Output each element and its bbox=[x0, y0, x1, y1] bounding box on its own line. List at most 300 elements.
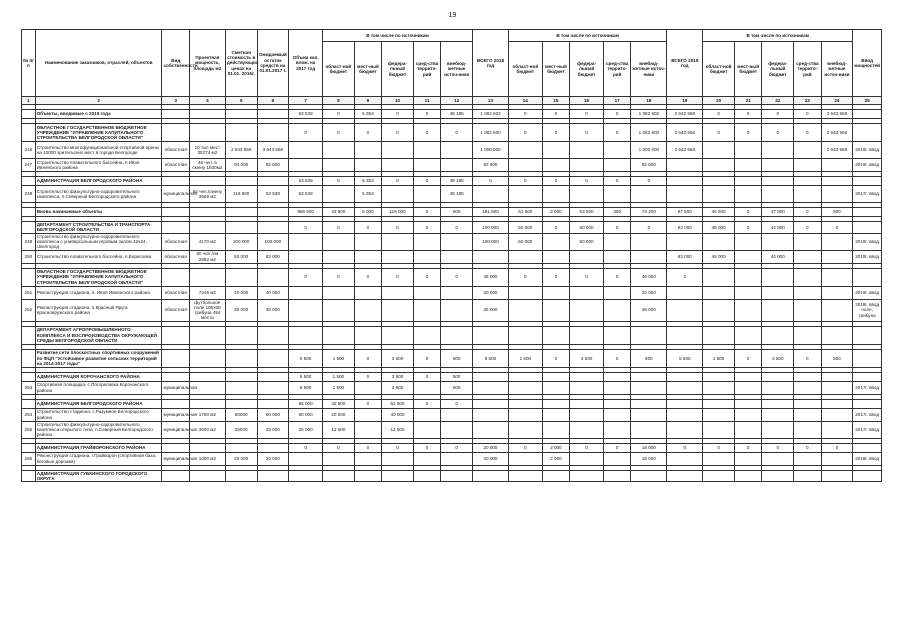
column-number: 21 bbox=[734, 97, 761, 105]
value-cell bbox=[289, 452, 323, 465]
value-cell: 100 000 bbox=[473, 222, 509, 234]
row-name: АДМИНИСТРАЦИЯ ГРАЙВОРОНСКОГО РАЙОНА bbox=[35, 443, 162, 452]
group-row bbox=[22, 470, 882, 482]
value-cell: 5 353 bbox=[354, 110, 381, 119]
value-cell bbox=[821, 286, 853, 299]
value-cell bbox=[508, 408, 542, 421]
value-cell bbox=[323, 159, 355, 172]
value-cell bbox=[667, 233, 703, 250]
value-cell: 0 bbox=[734, 208, 761, 217]
value-cell bbox=[441, 421, 473, 438]
value-cell: 82 600 bbox=[631, 159, 667, 172]
value-cell bbox=[382, 470, 414, 482]
value-cell: 0 bbox=[382, 443, 414, 452]
value-cell: 0 bbox=[762, 110, 794, 119]
value-cell: 5 353 bbox=[354, 186, 381, 203]
value-cell bbox=[703, 470, 735, 482]
value-cell bbox=[323, 233, 355, 250]
value-cell bbox=[821, 177, 853, 186]
commissioning-cell: 2019г. ввод bbox=[853, 159, 882, 172]
remaining-cell: 92 000 bbox=[257, 250, 289, 263]
object-row bbox=[22, 233, 882, 250]
value-cell: 2 000 bbox=[542, 443, 569, 452]
estimate-cell: 30 000 bbox=[225, 299, 257, 321]
value-cell: 0 bbox=[570, 124, 604, 142]
value-cell: 0 bbox=[323, 268, 355, 286]
value-cell: 2 643 556 bbox=[667, 124, 703, 142]
value-cell: 0 bbox=[413, 372, 440, 381]
value-cell bbox=[570, 186, 604, 203]
value-cell bbox=[734, 326, 761, 344]
value-cell bbox=[734, 299, 761, 321]
value-cell: 12 500 bbox=[323, 421, 355, 438]
value-cell bbox=[542, 286, 569, 299]
value-cell: 0 bbox=[542, 222, 569, 234]
src-offbudget: внебюд-жетные источ-ники bbox=[631, 42, 667, 97]
estimate-cell: 92 000 bbox=[225, 250, 257, 263]
value-cell bbox=[821, 421, 853, 438]
value-cell: 18 000 bbox=[631, 452, 667, 465]
value-cell bbox=[441, 470, 473, 482]
value-cell: 500 bbox=[441, 381, 473, 394]
capacity-cell bbox=[189, 177, 225, 186]
value-cell bbox=[289, 233, 323, 250]
value-cell bbox=[703, 326, 735, 344]
capacity-cell: футбольное поле 105х68 трибуна 494 места bbox=[189, 299, 225, 321]
value-cell bbox=[441, 142, 473, 159]
value-cell: 0 bbox=[570, 177, 604, 186]
value-cell: 53 538 bbox=[289, 186, 323, 203]
value-cell bbox=[473, 381, 509, 394]
value-cell: 0 bbox=[603, 268, 630, 286]
commissioning-cell bbox=[853, 268, 882, 286]
value-cell: 955 500 bbox=[289, 208, 323, 217]
sources-group-2019: В том числе по источникам bbox=[703, 30, 853, 42]
value-cell: 0 bbox=[413, 268, 440, 286]
value-cell: 0 bbox=[441, 399, 473, 408]
value-cell: 0 bbox=[413, 222, 440, 234]
value-cell bbox=[762, 159, 794, 172]
value-cell: 0 bbox=[413, 124, 440, 142]
capacity-cell bbox=[189, 110, 225, 119]
value-cell bbox=[354, 286, 381, 299]
value-cell: 44 000 bbox=[762, 222, 794, 234]
value-cell bbox=[734, 233, 761, 250]
object-row bbox=[22, 159, 882, 172]
value-cell: 0 bbox=[354, 349, 381, 367]
value-cell: 5 500 bbox=[289, 349, 323, 367]
value-cell bbox=[413, 142, 440, 159]
group-row bbox=[22, 177, 882, 186]
capacity-cell: 1000 м2 bbox=[189, 452, 225, 465]
value-cell: 48 000 bbox=[703, 250, 735, 263]
row-name: Строительство многофункциональной спортивной арены на 10000 зрительских мест в городе Белгороде bbox=[35, 142, 162, 159]
value-cell bbox=[382, 159, 414, 172]
value-cell bbox=[821, 159, 853, 172]
value-cell bbox=[508, 421, 542, 438]
value-cell bbox=[734, 159, 761, 172]
value-cell bbox=[542, 372, 569, 381]
value-cell: 0 bbox=[542, 268, 569, 286]
row-name: ДЕПАРТАМЕНТ АГРОПРОМЫШЛЕННОГО КОМПЛЕКСА И ВОСПРОИЗВОДСТВА ОКРУЖАЮЩЕЙ СРЕДЫ БЕЛГОРОДСКОЙ ОБЛАСТИ bbox=[35, 326, 162, 344]
value-cell bbox=[323, 250, 355, 263]
value-cell bbox=[703, 177, 735, 186]
value-cell bbox=[542, 421, 569, 438]
value-cell: 5 500 bbox=[667, 349, 703, 367]
column-number-row bbox=[22, 97, 882, 105]
row-number: 246 bbox=[22, 142, 36, 159]
value-cell bbox=[821, 250, 853, 263]
value-cell: 0 bbox=[508, 124, 542, 142]
value-cell bbox=[667, 421, 703, 438]
value-cell bbox=[667, 159, 703, 172]
value-cell bbox=[603, 421, 630, 438]
col-estimate: Сметная стоимость в действующих ценах на 01.01. 2016г. bbox=[225, 30, 257, 97]
value-cell bbox=[441, 286, 473, 299]
value-cell: 18 000 bbox=[631, 443, 667, 452]
value-cell bbox=[508, 159, 542, 172]
value-cell: 0 bbox=[413, 399, 440, 408]
src-territories: сред-ства террито-рий bbox=[794, 42, 821, 97]
group-row bbox=[22, 110, 882, 119]
value-cell: 0 bbox=[794, 443, 821, 452]
row-number bbox=[22, 349, 36, 367]
row-number bbox=[22, 470, 36, 482]
row-number: 249 bbox=[22, 233, 36, 250]
row-name: АДМИНИСТРАЦИЯ БЕЛГОРОДСКОГО РАЙОНА bbox=[35, 177, 162, 186]
column-number: 13 bbox=[473, 97, 509, 105]
value-cell bbox=[734, 470, 761, 482]
value-cell bbox=[631, 233, 667, 250]
value-cell bbox=[289, 159, 323, 172]
src-regional: област-ной бюджет bbox=[508, 42, 542, 97]
value-cell bbox=[703, 286, 735, 299]
estimate-cell bbox=[225, 110, 257, 119]
value-cell bbox=[603, 326, 630, 344]
value-cell bbox=[703, 421, 735, 438]
row-name: ДЕПАРТАМЕНТ СТРОИТЕЛЬСТВА И ТРАНСПОРТА БЕЛГОРОДСКОЙ ОБЛАСТИ bbox=[35, 222, 162, 234]
value-cell bbox=[508, 372, 542, 381]
value-cell: 0 bbox=[382, 222, 414, 234]
value-cell: 1 082 600 bbox=[473, 124, 509, 142]
value-cell bbox=[794, 408, 821, 421]
value-cell bbox=[762, 381, 794, 394]
value-cell: 48 000 bbox=[703, 222, 735, 234]
value-cell: 0 bbox=[382, 124, 414, 142]
remaining-cell: 20 000 bbox=[257, 452, 289, 465]
value-cell: 1 500 bbox=[508, 349, 542, 367]
value-cell: 74 200 bbox=[631, 208, 667, 217]
estimate-cell: 25000 bbox=[225, 421, 257, 438]
estimate-cell bbox=[225, 177, 257, 186]
estimate-cell: 40 000 bbox=[225, 286, 257, 299]
commissioning-cell bbox=[853, 208, 882, 217]
commissioning-cell bbox=[853, 326, 882, 344]
src-local: мест-ный бюджет bbox=[354, 42, 381, 97]
group-row bbox=[22, 372, 882, 381]
group-row bbox=[22, 222, 882, 234]
value-cell: 0 bbox=[508, 177, 542, 186]
value-cell: 12 500 bbox=[382, 421, 414, 438]
value-cell bbox=[413, 286, 440, 299]
capacity-cell: 3600 м2 bbox=[189, 421, 225, 438]
value-cell: 2 643 556 bbox=[821, 124, 853, 142]
value-cell: 50 000 bbox=[570, 233, 604, 250]
value-cell bbox=[508, 299, 542, 321]
row-number bbox=[22, 222, 36, 234]
capacity-cell: 50 чел./см 2882 м2 bbox=[189, 250, 225, 263]
value-cell: 1 082 602 bbox=[631, 110, 667, 119]
value-cell: 0 bbox=[794, 208, 821, 217]
capacity-cell: 10 тыс.мест 35274 м2 bbox=[189, 142, 225, 159]
value-cell bbox=[734, 381, 761, 394]
value-cell bbox=[603, 286, 630, 299]
column-number: 14 bbox=[508, 97, 542, 105]
value-cell: 0 bbox=[603, 124, 630, 142]
value-cell bbox=[821, 381, 853, 394]
value-cell bbox=[821, 470, 853, 482]
value-cell: 300 bbox=[603, 208, 630, 217]
value-cell bbox=[703, 142, 735, 159]
value-cell bbox=[542, 470, 569, 482]
value-cell bbox=[762, 233, 794, 250]
column-number: 23 bbox=[794, 97, 821, 105]
object-row bbox=[22, 408, 882, 421]
col-total-2018: ВСЕГО 2018 год bbox=[473, 30, 509, 97]
remaining-cell: 82 600 bbox=[257, 159, 289, 172]
value-cell: 0 bbox=[508, 110, 542, 119]
row-name: Строительство физкультурно-оздоровительного комплекса с универсальным игровым залом 42х24, г.Белгород bbox=[35, 233, 162, 250]
value-cell bbox=[382, 326, 414, 344]
value-cell: 20 000 bbox=[323, 408, 355, 421]
value-cell bbox=[821, 268, 853, 286]
value-cell bbox=[821, 326, 853, 344]
value-cell bbox=[542, 233, 569, 250]
value-cell bbox=[354, 452, 381, 465]
value-cell: 26 000 bbox=[473, 299, 509, 321]
row-number bbox=[22, 372, 36, 381]
ownership-cell: муниципальная bbox=[162, 381, 189, 394]
commissioning-cell: 2017г. ввод bbox=[853, 381, 882, 394]
row-name: АДМИНИСТРАЦИЯ КОРОЧАНСКОГО РАЙОНА bbox=[35, 372, 162, 381]
commissioning-cell bbox=[853, 399, 882, 408]
commissioning-cell bbox=[853, 222, 882, 234]
remaining-cell bbox=[257, 124, 289, 142]
value-cell bbox=[603, 142, 630, 159]
page-number: 19 bbox=[448, 12, 457, 19]
value-cell: 0 bbox=[703, 124, 735, 142]
value-cell: 0 bbox=[603, 349, 630, 367]
remaining-cell bbox=[257, 372, 289, 381]
remaining-cell: 53 538 bbox=[257, 186, 289, 203]
value-cell: 46 000 bbox=[631, 268, 667, 286]
value-cell: 0 bbox=[441, 268, 473, 286]
row-name: Спортивная площадка, с.Погореловка Корочанского района bbox=[35, 381, 162, 394]
value-cell: 0 bbox=[354, 222, 381, 234]
value-cell: 191 500 bbox=[473, 208, 509, 217]
estimate-cell: 2 643 556 bbox=[225, 142, 257, 159]
row-number: 253 bbox=[22, 381, 36, 394]
value-cell bbox=[703, 408, 735, 421]
ownership-cell bbox=[162, 222, 189, 234]
capacity-cell: 4170 м2 bbox=[189, 233, 225, 250]
value-cell: 46 500 bbox=[703, 208, 735, 217]
object-row bbox=[22, 286, 882, 299]
value-cell bbox=[631, 421, 667, 438]
value-cell bbox=[323, 186, 355, 203]
value-cell bbox=[794, 399, 821, 408]
column-number: 2 bbox=[35, 97, 162, 105]
value-cell bbox=[821, 408, 853, 421]
value-cell: 0 bbox=[473, 177, 509, 186]
commissioning-cell bbox=[853, 372, 882, 381]
value-cell bbox=[473, 399, 509, 408]
value-cell bbox=[508, 452, 542, 465]
row-name: Строительство стадиона, с.Разумное Белгородского района bbox=[35, 408, 162, 421]
value-cell bbox=[734, 399, 761, 408]
value-cell: 0 bbox=[542, 124, 569, 142]
value-cell bbox=[570, 159, 604, 172]
value-cell bbox=[570, 381, 604, 394]
group-row bbox=[22, 399, 882, 408]
value-cell: 500 bbox=[441, 372, 473, 381]
value-cell bbox=[323, 142, 355, 159]
value-cell bbox=[382, 452, 414, 465]
column-number: 10 bbox=[382, 97, 414, 105]
value-cell bbox=[794, 326, 821, 344]
remaining-cell: 25 000 bbox=[257, 421, 289, 438]
value-cell bbox=[441, 452, 473, 465]
ownership-cell: областная bbox=[162, 233, 189, 250]
value-cell bbox=[323, 452, 355, 465]
value-cell: 50 000 bbox=[508, 222, 542, 234]
column-number: 4 bbox=[189, 97, 225, 105]
value-cell bbox=[570, 421, 604, 438]
value-cell bbox=[821, 399, 853, 408]
commissioning-cell: 2018г. ввод bbox=[853, 233, 882, 250]
value-cell bbox=[734, 186, 761, 203]
value-cell bbox=[603, 399, 630, 408]
commissioning-cell bbox=[853, 470, 882, 482]
value-cell: 0 bbox=[289, 222, 323, 234]
value-cell bbox=[413, 250, 440, 263]
value-cell: 53 538 bbox=[289, 177, 323, 186]
value-cell bbox=[289, 470, 323, 482]
estimate-cell bbox=[225, 399, 257, 408]
value-cell: 0 bbox=[542, 177, 569, 186]
value-cell bbox=[703, 381, 735, 394]
value-cell bbox=[667, 299, 703, 321]
value-cell: 0 bbox=[441, 124, 473, 142]
value-cell: 0 bbox=[734, 443, 761, 452]
value-cell: 2 643 556 bbox=[821, 142, 853, 159]
value-cell bbox=[703, 299, 735, 321]
ownership-cell bbox=[162, 268, 189, 286]
value-cell: 0 bbox=[821, 222, 853, 234]
value-cell: 0 bbox=[413, 177, 440, 186]
row-number: 256 bbox=[22, 452, 36, 465]
value-cell bbox=[542, 159, 569, 172]
value-cell bbox=[603, 470, 630, 482]
value-cell: 82 600 bbox=[473, 159, 509, 172]
value-cell: 0 bbox=[413, 443, 440, 452]
value-cell bbox=[542, 142, 569, 159]
value-cell: 500 bbox=[821, 208, 853, 217]
value-cell bbox=[473, 250, 509, 263]
value-cell: 2 000 bbox=[542, 208, 569, 217]
capacity-cell bbox=[189, 124, 225, 142]
value-cell: 0 bbox=[354, 372, 381, 381]
value-cell bbox=[734, 452, 761, 465]
value-cell: 0 bbox=[382, 177, 414, 186]
value-cell bbox=[821, 372, 853, 381]
commissioning-cell bbox=[853, 110, 882, 119]
row-number: 248 bbox=[22, 186, 36, 203]
value-cell: 0 bbox=[323, 443, 355, 452]
value-cell: 0 bbox=[441, 222, 473, 234]
column-number: 25 bbox=[853, 97, 882, 105]
value-cell bbox=[603, 372, 630, 381]
value-cell bbox=[703, 372, 735, 381]
investment-table bbox=[21, 29, 882, 482]
value-cell bbox=[794, 159, 821, 172]
value-cell bbox=[667, 381, 703, 394]
row-name: Реконструкция стадиона, г.Грайворон (спортивная база, беговые дорожки) bbox=[35, 452, 162, 465]
src-federal: федера-льный бюджет bbox=[762, 42, 794, 97]
ownership-cell bbox=[162, 208, 189, 217]
remaining-cell: 60 000 bbox=[257, 408, 289, 421]
ownership-cell bbox=[162, 124, 189, 142]
value-cell bbox=[667, 408, 703, 421]
value-cell: 0 bbox=[354, 443, 381, 452]
object-row bbox=[22, 142, 882, 159]
row-number bbox=[22, 326, 36, 344]
value-cell: 5 500 bbox=[473, 349, 509, 367]
value-cell: 0 bbox=[570, 443, 604, 452]
value-cell bbox=[382, 299, 414, 321]
column-number: 7 bbox=[289, 97, 323, 105]
value-cell: 0 bbox=[323, 177, 355, 186]
capacity-cell: 7245 м2 bbox=[189, 286, 225, 299]
estimate-cell bbox=[225, 381, 257, 394]
value-cell bbox=[382, 250, 414, 263]
value-cell bbox=[703, 159, 735, 172]
value-cell bbox=[821, 233, 853, 250]
value-cell bbox=[441, 326, 473, 344]
value-cell bbox=[570, 470, 604, 482]
value-cell bbox=[570, 142, 604, 159]
src-regional: област-ной бюджет bbox=[323, 42, 355, 97]
row-name: ОБЛАСТНОЕ ГОСУДАРСТВЕННОЕ БЮДЖЕТНОЕ УЧРЕЖДЕНИЕ "УПРАВЛЕНИЕ КАПИТАЛЬНОГО СТРОИТЕЛЬСТВА БЕЛГОРОДСКОЙ ОБЛАСТИ" bbox=[35, 268, 162, 286]
value-cell: 46 000 bbox=[473, 268, 509, 286]
row-name: Объекты, вводимые с 2019 года bbox=[35, 110, 162, 119]
row-number bbox=[22, 124, 36, 142]
remaining-cell bbox=[257, 381, 289, 394]
value-cell bbox=[508, 326, 542, 344]
value-cell: 5 500 bbox=[289, 372, 323, 381]
capacity-cell: 1760 м2 bbox=[189, 408, 225, 421]
src-local: мест-ный бюджет bbox=[734, 42, 761, 97]
remaining-cell bbox=[257, 208, 289, 217]
capacity-cell bbox=[189, 349, 225, 367]
row-name: Строительство плавательного бассейна, п.Борисовка bbox=[35, 250, 162, 263]
value-cell: 0 bbox=[354, 268, 381, 286]
value-cell bbox=[289, 250, 323, 263]
value-cell bbox=[473, 372, 509, 381]
ownership-cell: муниципальная bbox=[162, 408, 189, 421]
value-cell bbox=[734, 408, 761, 421]
estimate-cell: 94 000 bbox=[225, 159, 257, 172]
